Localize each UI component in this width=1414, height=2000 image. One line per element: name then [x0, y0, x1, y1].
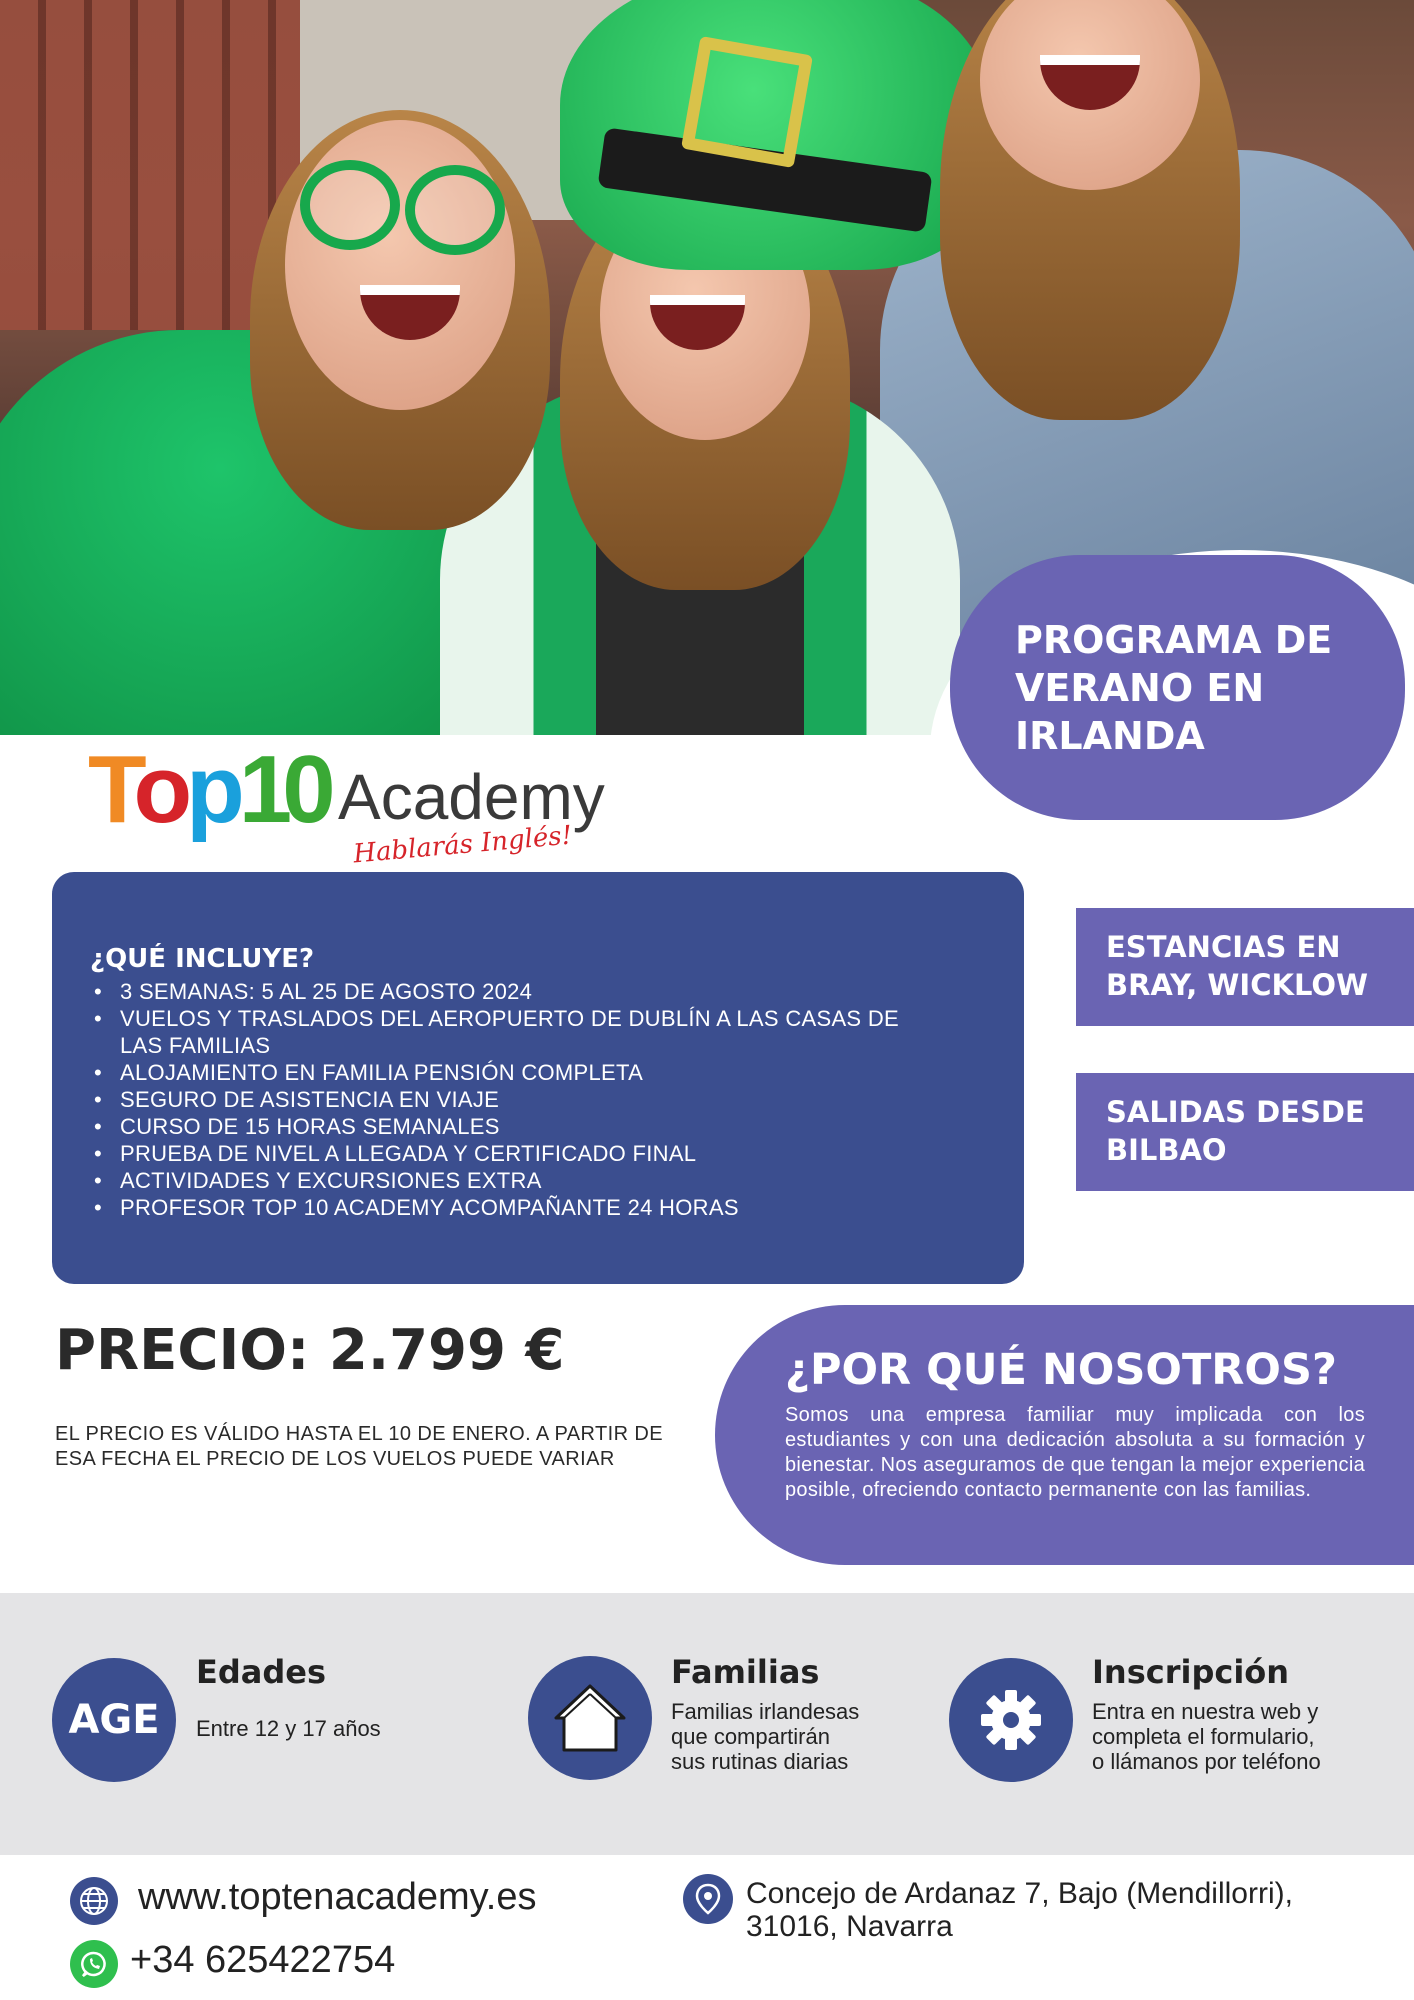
families-text: Familias irlandesas que compartirán sus rutinas diarias [671, 1699, 860, 1774]
includes-list [90, 978, 899, 1221]
list-item: • VUELOS Y TRASLADOS DEL AEROPUERTO DE DUBLÍN A LAS CASAS DE LAS FAMILIAS [120, 1005, 899, 1059]
gear-icon [949, 1658, 1073, 1782]
list-item: • CURSO DE 15 HORAS SEMANALES [120, 1113, 899, 1140]
families-title: Familias [671, 1653, 820, 1691]
list-item: • SEGURO DE ASISTENCIA EN VIAJE [120, 1086, 899, 1113]
website-link[interactable]: www.toptenacademy.es [138, 1876, 537, 1918]
includes-box [52, 872, 1024, 1284]
departures-box: SALIDAS DESDE BILBAO [1076, 1073, 1414, 1191]
why-us-heading: ¿POR QUÉ NOSOTROS? [785, 1345, 1337, 1395]
list-item: • ACTIVIDADES Y EXCURSIONES EXTRA [120, 1167, 899, 1194]
location-pin-icon [683, 1874, 733, 1924]
ages-text: Entre 12 y 17 años [196, 1716, 381, 1741]
program-title-pill [950, 555, 1405, 820]
phone-number[interactable]: +34 625422754 [130, 1939, 396, 1981]
logo-name: Academy [338, 761, 605, 833]
whatsapp-icon [70, 1940, 118, 1988]
program-title: PROGRAMA DE VERANO EN IRLANDA [1015, 617, 1333, 758]
globe-icon [70, 1877, 118, 1925]
price-label: PRECIO: 2.799 € [55, 1318, 565, 1383]
list-item: • PROFESOR TOP 10 ACADEMY ACOMPAÑANTE 24 HORAS [120, 1194, 899, 1221]
stays-box: ESTANCIAS EN BRAY, WICKLOW [1076, 908, 1414, 1026]
house-icon [528, 1656, 652, 1780]
address: Concejo de Ardanaz 7, Bajo (Mendillorri), 31016, Navarra [746, 1877, 1293, 1943]
list-item: • 3 SEMANAS: 5 AL 25 DE AGOSTO 2024 [120, 978, 899, 1005]
list-item: • ALOJAMIENTO EN FAMILIA PENSIÓN COMPLETA [120, 1059, 899, 1086]
includes-heading: ¿QUÉ INCLUYE? [90, 944, 315, 974]
age-badge: AGE [52, 1658, 176, 1782]
signup-title: Inscripción [1092, 1653, 1290, 1691]
logo-tagline: Hablarás Inglés! [352, 820, 574, 870]
features-band [0, 1593, 1414, 1855]
why-us-text: Somos una empresa familiar muy implicada con los estudiantes y con una dedicación absoluta a su formación y bienestar. Nos aseguramos de que tengan la mejor experiencia posible, ofreciendo contacto permanente con las familias. [785, 1404, 1365, 1501]
why-us-box [715, 1305, 1414, 1565]
ages-title: Edades [196, 1653, 327, 1691]
list-item: • PRUEBA DE NIVEL A LLEGADA Y CERTIFICADO FINAL [120, 1140, 899, 1167]
top10-academy-logo [88, 736, 648, 870]
price-note: EL PRECIO ES VÁLIDO HASTA EL 10 DE ENERO. A PARTIR DE ESA FECHA EL PRECIO DE LOS VUELOS PUEDE VARIAR [55, 1423, 663, 1470]
signup-text: Entra en nuestra web y completa el formulario, o llámanos por teléfono [1092, 1699, 1321, 1774]
logo-mark: Top10 [88, 736, 326, 843]
